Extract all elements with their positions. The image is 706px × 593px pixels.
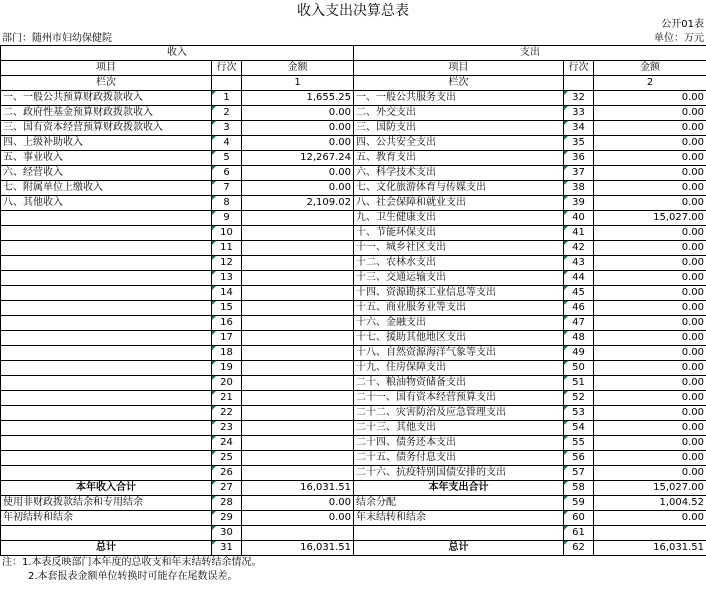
expense-amount-cell: 0.00 xyxy=(594,346,706,361)
income-row-no-cell: 9 xyxy=(212,211,242,226)
expense-amount-cell: 0.00 xyxy=(594,226,706,241)
expense-item-cell: 结余分配 xyxy=(354,496,564,511)
expense-item-cell: 二十四、债务还本支出 xyxy=(354,436,564,451)
income-row-no-cell: 24 xyxy=(212,436,242,451)
expense-item-cell: 十三、交通运输支出 xyxy=(354,271,564,286)
footnote-1: 注：1.本表反映部门本年度的总收支和年末结转结余情况。 xyxy=(2,557,262,568)
expense-amount-cell: 15,027.00 xyxy=(594,481,706,496)
expense-row-no-cell: 43 xyxy=(564,256,594,271)
expense-item-cell: 年末结转和结余 xyxy=(354,511,564,526)
income-item-cell: 使用非财政拨款结余和专用结余 xyxy=(1,496,212,511)
income-item-cell: 六、经营收入 xyxy=(1,166,212,181)
expense-amount-cell: 0.00 xyxy=(594,316,706,331)
income-row-no-cell: 13 xyxy=(212,271,242,286)
income-amount-cell xyxy=(242,331,354,346)
income-amount-cell: 2,109.02 xyxy=(242,196,354,211)
expense-amount-cell: 0.00 xyxy=(594,91,706,106)
income-amount-cell xyxy=(242,211,354,226)
income-amount-cell xyxy=(242,436,354,451)
expense-row-no-cell: 54 xyxy=(564,421,594,436)
table-row xyxy=(1,256,706,271)
table-row xyxy=(1,496,706,511)
income-item-cell: 七、附属单位上缴收入 xyxy=(1,181,212,196)
expense-row-no-cell: 36 xyxy=(564,151,594,166)
expense-amount-cell xyxy=(594,526,706,541)
table-row xyxy=(1,211,706,226)
expense-amount-cell: 0.00 xyxy=(594,361,706,376)
income-item-cell: 总计 xyxy=(1,541,212,556)
section-header-row xyxy=(1,46,706,61)
expense-item-cell: 十七、援助其他地区支出 xyxy=(354,331,564,346)
income-amount-cell xyxy=(242,391,354,406)
income-amount-cell xyxy=(242,241,354,256)
expense-amount-cell: 16,031.51 xyxy=(594,541,706,556)
expense-item-cell: 十一、城乡社区支出 xyxy=(354,241,564,256)
expense-amount-cell: 0.00 xyxy=(594,376,706,391)
expense-item-cell: 七、文化旅游体育与传媒支出 xyxy=(354,181,564,196)
income-item-cell: 四、上级补助收入 xyxy=(1,136,212,151)
table-row xyxy=(1,466,706,481)
expense-amount-cell: 0.00 xyxy=(594,511,706,526)
expense-row-no-cell: 57 xyxy=(564,466,594,481)
table-row xyxy=(1,136,706,151)
expense-amount-cell: 0.00 xyxy=(594,106,706,121)
table-row xyxy=(1,91,706,106)
income-row-no-cell: 3 xyxy=(212,121,242,136)
expense-row-no-cell: 48 xyxy=(564,331,594,346)
table-row xyxy=(1,421,706,436)
expense-row-no-cell: 37 xyxy=(564,166,594,181)
income-row-no-cell: 12 xyxy=(212,256,242,271)
expense-item-header: 项目 xyxy=(354,61,564,76)
expense-item-cell: 十四、资源勘探工业信息等支出 xyxy=(354,286,564,301)
expense-amount-cell: 15,027.00 xyxy=(594,211,706,226)
income-amount-cell xyxy=(242,301,354,316)
expense-item-cell: 二十六、抗疫特别国债安排的支出 xyxy=(354,466,564,481)
income-item-cell: 本年收入合计 xyxy=(1,481,212,496)
income-amount-cell: 12,267.24 xyxy=(242,151,354,166)
expense-row-no-cell: 61 xyxy=(564,526,594,541)
income-item-cell xyxy=(1,316,212,331)
table-row xyxy=(1,286,706,301)
table-row xyxy=(1,436,706,451)
expense-item-cell: 二十一、国有资本经营预算支出 xyxy=(354,391,564,406)
table-row xyxy=(1,451,706,466)
expense-item-cell: 总计 xyxy=(354,541,564,556)
table-row xyxy=(1,301,706,316)
income-row-no-cell: 4 xyxy=(212,136,242,151)
income-row-no-cell: 25 xyxy=(212,451,242,466)
expense-amount-cell: 0.00 xyxy=(594,151,706,166)
income-amount-cell xyxy=(242,376,354,391)
income-amount-cell: 16,031.51 xyxy=(242,541,354,556)
income-column-label: 栏次 xyxy=(1,76,212,91)
income-row-no-cell: 27 xyxy=(212,481,242,496)
income-row-no-cell: 17 xyxy=(212,331,242,346)
income-item-cell xyxy=(1,436,212,451)
income-amount-cell: 16,031.51 xyxy=(242,481,354,496)
expense-amount-cell: 0.00 xyxy=(594,451,706,466)
income-amount-header: 金额 xyxy=(242,61,354,76)
empty-cell xyxy=(212,76,242,91)
table-row xyxy=(1,376,706,391)
expense-item-cell: 十五、商业服务业等支出 xyxy=(354,301,564,316)
table-row xyxy=(1,511,706,526)
income-row-no-cell: 29 xyxy=(212,511,242,526)
table-row xyxy=(1,181,706,196)
expense-row-no-cell: 52 xyxy=(564,391,594,406)
expense-item-cell xyxy=(354,526,564,541)
table-row xyxy=(1,331,706,346)
income-amount-cell xyxy=(242,421,354,436)
income-row-no-cell: 8 xyxy=(212,196,242,211)
expense-item-cell: 四、公共安全支出 xyxy=(354,136,564,151)
expense-item-cell: 二、外交支出 xyxy=(354,106,564,121)
income-item-cell xyxy=(1,406,212,421)
expense-amount-cell: 0.00 xyxy=(594,166,706,181)
expense-row-no-cell: 33 xyxy=(564,106,594,121)
table-row xyxy=(1,406,706,421)
expense-row-no-cell: 34 xyxy=(564,121,594,136)
expense-row-no-cell: 32 xyxy=(564,91,594,106)
expense-amount-cell: 0.00 xyxy=(594,436,706,451)
expense-item-cell: 六、科学技术支出 xyxy=(354,166,564,181)
income-amount-cell xyxy=(242,256,354,271)
expense-row-no-cell: 35 xyxy=(564,136,594,151)
expense-amount-cell: 0.00 xyxy=(594,406,706,421)
income-amount-cell xyxy=(242,361,354,376)
income-row-no-cell: 20 xyxy=(212,376,242,391)
income-amount-cell: 0.00 xyxy=(242,511,354,526)
income-row-no-cell: 10 xyxy=(212,226,242,241)
expense-amount-cell: 0.00 xyxy=(594,136,706,151)
income-row-no-cell: 5 xyxy=(212,151,242,166)
expense-row-no-cell: 62 xyxy=(564,541,594,556)
expense-row-no-cell: 41 xyxy=(564,226,594,241)
table-row xyxy=(1,391,706,406)
income-amount-cell xyxy=(242,466,354,481)
expense-row-no-cell: 58 xyxy=(564,481,594,496)
income-item-cell xyxy=(1,376,212,391)
expense-amount-cell: 1,004.52 xyxy=(594,496,706,511)
expense-item-cell: 一、一般公共服务支出 xyxy=(354,91,564,106)
income-amount-cell xyxy=(242,286,354,301)
income-item-cell xyxy=(1,271,212,286)
income-amount-cell xyxy=(242,406,354,421)
income-item-cell: 二、政府性基金预算财政拨款收入 xyxy=(1,106,212,121)
footnote-2: 2.本套报表金额单位转换时可能存在尾数误差。 xyxy=(28,571,238,582)
income-amount-cell xyxy=(242,271,354,286)
income-item-cell: 年初结转和结余 xyxy=(1,511,212,526)
income-amount-cell: 1,655.25 xyxy=(242,91,354,106)
form-number: 公开01表 xyxy=(661,19,704,30)
income-amount-cell xyxy=(242,316,354,331)
table-row xyxy=(1,121,706,136)
income-amount-cell xyxy=(242,226,354,241)
report-title: 收入支出决算总表 xyxy=(297,3,409,19)
income-item-cell xyxy=(1,421,212,436)
income-item-cell xyxy=(1,391,212,406)
income-row-no-cell: 6 xyxy=(212,166,242,181)
income-item-cell xyxy=(1,241,212,256)
expense-amount-cell: 0.00 xyxy=(594,196,706,211)
income-item-cell xyxy=(1,301,212,316)
income-item-header: 项目 xyxy=(1,61,212,76)
expense-row-no-cell: 45 xyxy=(564,286,594,301)
expense-amount-header: 金额 xyxy=(594,61,706,76)
income-row-no-cell: 18 xyxy=(212,346,242,361)
grand-total-row xyxy=(1,541,706,556)
expense-row-no-cell: 55 xyxy=(564,436,594,451)
income-row-no-cell: 26 xyxy=(212,466,242,481)
expense-item-cell: 十九、住房保障支出 xyxy=(354,361,564,376)
income-row-no-header: 行次 xyxy=(212,61,242,76)
income-item-cell xyxy=(1,346,212,361)
income-amount-cell: 0.00 xyxy=(242,106,354,121)
income-item-cell xyxy=(1,331,212,346)
income-row-no-cell: 22 xyxy=(212,406,242,421)
income-section-header: 收入 xyxy=(1,46,354,61)
income-row-no-cell: 11 xyxy=(212,241,242,256)
income-item-cell: 八、其他收入 xyxy=(1,196,212,211)
expense-item-cell: 五、教育支出 xyxy=(354,151,564,166)
table-row xyxy=(1,526,706,541)
table-row xyxy=(1,361,706,376)
income-item-cell xyxy=(1,361,212,376)
income-row-no-cell: 15 xyxy=(212,301,242,316)
expense-item-cell: 十二、农林水支出 xyxy=(354,256,564,271)
income-row-no-cell: 16 xyxy=(212,316,242,331)
expense-item-cell: 十八、自然资源海洋气象等支出 xyxy=(354,346,564,361)
subtotal-row xyxy=(1,481,706,496)
income-item-cell xyxy=(1,451,212,466)
income-item-cell: 三、国有资本经营预算财政拨款收入 xyxy=(1,121,212,136)
income-amount-cell: 0.00 xyxy=(242,121,354,136)
income-amount-cell: 0.00 xyxy=(242,181,354,196)
expense-item-cell: 二十五、债务付息支出 xyxy=(354,451,564,466)
expense-amount-cell: 0.00 xyxy=(594,271,706,286)
table-row xyxy=(1,196,706,211)
income-item-cell xyxy=(1,211,212,226)
income-item-cell xyxy=(1,526,212,541)
income-expense-table xyxy=(0,45,706,556)
expense-row-no-cell: 40 xyxy=(564,211,594,226)
department-label: 部门：随州市妇幼保健院 xyxy=(2,33,112,44)
income-amount-cell: 0.00 xyxy=(242,496,354,511)
table-row xyxy=(1,346,706,361)
table-body xyxy=(1,46,706,556)
column-header-row xyxy=(1,61,706,76)
expense-amount-cell: 0.00 xyxy=(594,181,706,196)
expense-amount-cell: 0.00 xyxy=(594,391,706,406)
empty-cell xyxy=(564,76,594,91)
income-amount-cell: 0.00 xyxy=(242,136,354,151)
unit-label: 单位：万元 xyxy=(654,33,704,44)
expense-amount-cell: 0.00 xyxy=(594,331,706,346)
income-item-cell xyxy=(1,226,212,241)
income-row-no-cell: 19 xyxy=(212,361,242,376)
table-row xyxy=(1,166,706,181)
expense-row-no-cell: 60 xyxy=(564,511,594,526)
expense-row-no-cell: 56 xyxy=(564,451,594,466)
income-row-no-cell: 14 xyxy=(212,286,242,301)
expense-row-no-cell: 44 xyxy=(564,271,594,286)
expense-amount-cell: 0.00 xyxy=(594,256,706,271)
table-row xyxy=(1,271,706,286)
expense-item-cell: 本年支出合计 xyxy=(354,481,564,496)
expense-item-cell: 二十二、灾害防治及应急管理支出 xyxy=(354,406,564,421)
expense-column-label: 栏次 xyxy=(354,76,564,91)
table-row xyxy=(1,241,706,256)
income-amount-cell xyxy=(242,346,354,361)
income-row-no-cell: 23 xyxy=(212,421,242,436)
expense-item-cell: 八、社会保障和就业支出 xyxy=(354,196,564,211)
expense-amount-cell: 0.00 xyxy=(594,421,706,436)
expense-row-no-cell: 47 xyxy=(564,316,594,331)
expense-row-no-cell: 51 xyxy=(564,376,594,391)
column-number-row xyxy=(1,76,706,91)
footnotes xyxy=(2,556,262,584)
expense-item-cell: 二十三、其他支出 xyxy=(354,421,564,436)
expense-row-no-cell: 38 xyxy=(564,181,594,196)
expense-amount-cell: 0.00 xyxy=(594,286,706,301)
income-row-no-cell: 21 xyxy=(212,391,242,406)
expense-item-cell: 十六、金融支出 xyxy=(354,316,564,331)
expense-item-cell: 三、国防支出 xyxy=(354,121,564,136)
table-row xyxy=(1,226,706,241)
income-amount-cell xyxy=(242,451,354,466)
income-row-no-cell: 2 xyxy=(212,106,242,121)
expense-column-number: 2 xyxy=(594,76,706,91)
expense-amount-cell: 0.00 xyxy=(594,241,706,256)
expense-item-cell: 二十、粮油物资储备支出 xyxy=(354,376,564,391)
expense-amount-cell: 0.00 xyxy=(594,466,706,481)
income-row-no-cell: 7 xyxy=(212,181,242,196)
income-item-cell: 一、一般公共预算财政拨款收入 xyxy=(1,91,212,106)
income-item-cell xyxy=(1,466,212,481)
expense-amount-cell: 0.00 xyxy=(594,301,706,316)
expense-row-no-cell: 49 xyxy=(564,346,594,361)
table-row xyxy=(1,151,706,166)
expense-section-header: 支出 xyxy=(354,46,706,61)
expense-row-no-cell: 42 xyxy=(564,241,594,256)
income-amount-cell xyxy=(242,526,354,541)
expense-row-no-header: 行次 xyxy=(564,61,594,76)
expense-row-no-cell: 53 xyxy=(564,406,594,421)
income-amount-cell: 0.00 xyxy=(242,166,354,181)
expense-row-no-cell: 50 xyxy=(564,361,594,376)
expense-amount-cell: 0.00 xyxy=(594,121,706,136)
income-row-no-cell: 30 xyxy=(212,526,242,541)
income-item-cell xyxy=(1,286,212,301)
expense-row-no-cell: 46 xyxy=(564,301,594,316)
income-row-no-cell: 31 xyxy=(212,541,242,556)
income-item-cell xyxy=(1,256,212,271)
income-row-no-cell: 28 xyxy=(212,496,242,511)
expense-row-no-cell: 39 xyxy=(564,196,594,211)
table-row xyxy=(1,316,706,331)
expense-item-cell: 九、卫生健康支出 xyxy=(354,211,564,226)
expense-item-cell: 十、节能环保支出 xyxy=(354,226,564,241)
expense-row-no-cell: 59 xyxy=(564,496,594,511)
table-row xyxy=(1,106,706,121)
income-column-number: 1 xyxy=(242,76,354,91)
income-item-cell: 五、事业收入 xyxy=(1,151,212,166)
income-row-no-cell: 1 xyxy=(212,91,242,106)
